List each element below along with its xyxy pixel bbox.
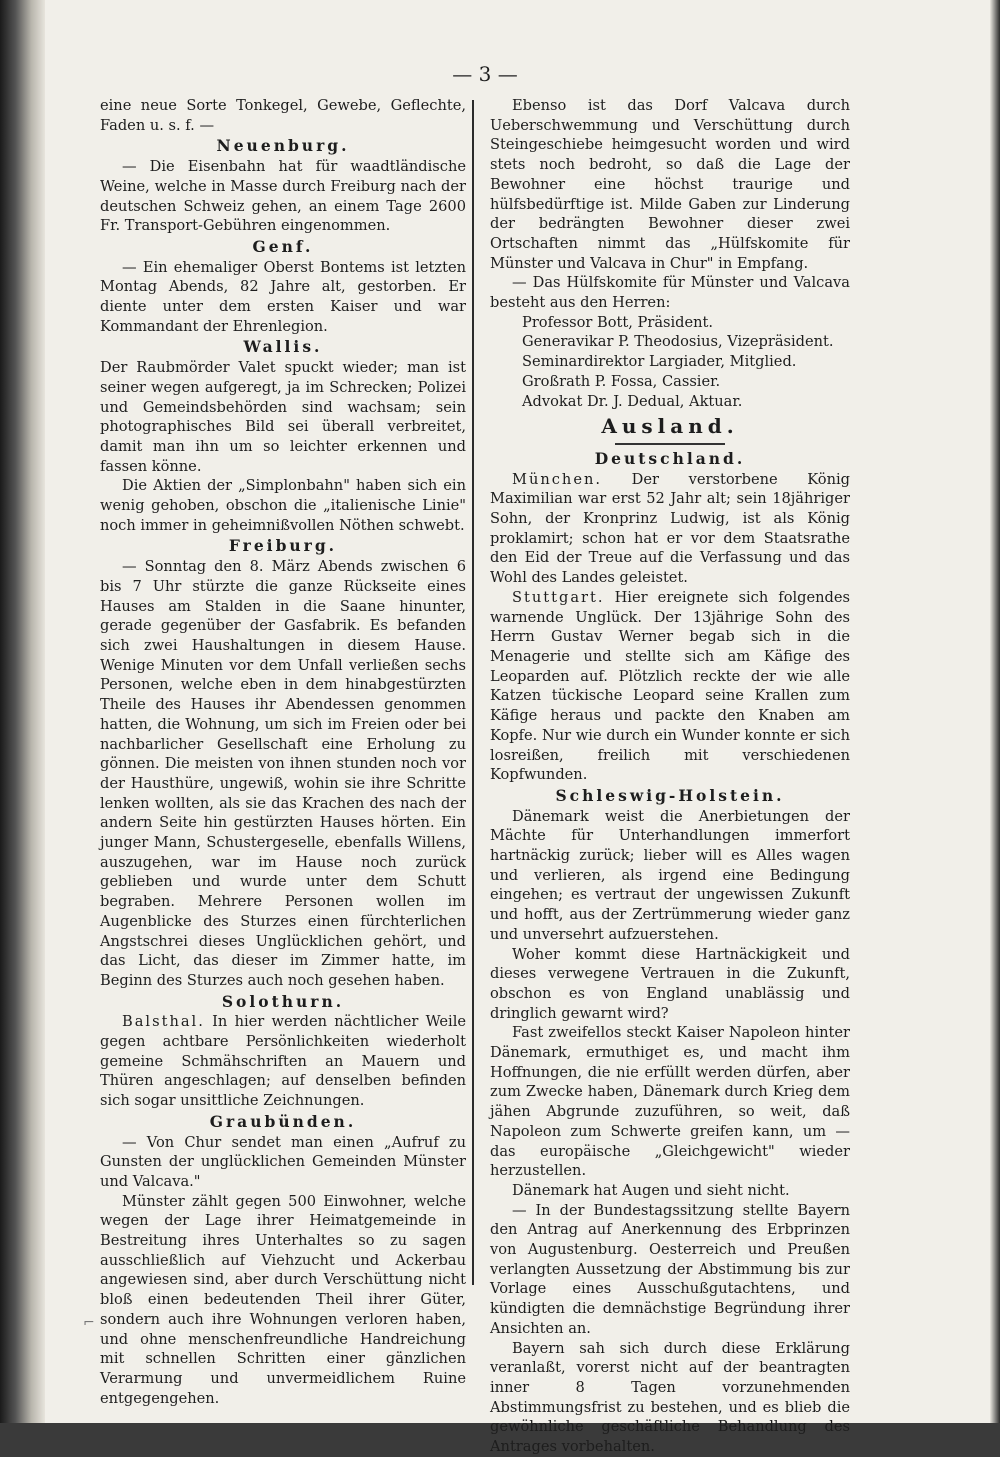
paragraph [490, 470, 850, 588]
paragraph: — Von Chur sendet man einen „Aufruf zu Gunsten der unglücklichen Gemeinden Münster und Valcava." [100, 1133, 466, 1190]
section-heading-freiburg: Freiburg. [228, 536, 338, 556]
book-binding-shadow [0, 0, 45, 1423]
section-heading-neuenburg: Neuenburg. [216, 136, 350, 156]
paragraph [100, 1012, 466, 1111]
paragraph: Die Aktien der „Simplonbahn" haben sich ein wenig gehoben, obschon die „italienische Linie" noch immer in geheimnißvollen Nöthen schwebt. [100, 477, 466, 534]
paragraph [490, 588, 850, 785]
section-heading-graubuenden: Graubünden. [209, 1111, 357, 1131]
paragraph: — Das Hülfskomite für Münster und Valcava besteht aus den Herren: [490, 274, 850, 312]
list-item: Advokat Dr. J. Dedual, Aktuar. [522, 392, 743, 410]
list-item: Seminardirektor Largiader, Mitglied. [522, 353, 797, 371]
paragraph: Fast zweifellos steckt Kaiser Napoleon hinter Dänemark, ermuthiget es, und macht ihm Hoffnungen, die nie erfüllt werden dürfen, aber zum Zwecke haben, Dänemark durch Krieg dem jähen Abgrunde zuzuführen, so weit, daß Napoleon zum Schwerte greifen kann, um — das europäische „Gleichgewicht" wieder herzustellen. [490, 1024, 850, 1180]
place-name: Stuttgart. [512, 588, 605, 606]
paragraph: — In der Bundestagssitzung stellte Bayern den Antrag auf Anerkennung des Erbprinzen von Augustenburg. Oesterreich und Preußen verlangten Aussetzung der Abstimmung bis zur Vorlage eines Ausschußgutachtens, und kündigten die demnächstige Begründung ihrer Ansichten an. [490, 1201, 850, 1337]
paragraph-text: Der verstorbene König Maximilian war erst 52 Jahr alt; sein 18jähriger Sohn, der Kronprinz Ludwig, ist als König proklamirt; schon hat er vor dem Staatsrathe den Eid der Treue auf die Verfassung und das Wohl des Landes geleistet. [490, 470, 850, 587]
paragraph: Münster zählt gegen 500 Einwohner, welche wegen der Lage ihrer Heimatgemeinde in Bestreitung ihres Unterhaltes so zu sagen ausschließlich auf Viehzucht und Ackerbau angewiesen sind, aber durch Verschüttung nicht bloß einen bedeutenden Theil ihrer Güter, sondern auch ihre Wohnungen verloren haben, und ohne menschenfreundliche Handreichung mit schnellen Schritten einer gänzlichen Verarmung und unvermeidlichem Ruine entgegengehen. [100, 1192, 466, 1407]
paragraph: Bayern sah sich durch diese Erklärung veranlaßt, vorerst nicht auf der beantragten inner 8 Tagen vorzunehmenden Abstimmungsfrist zu bestehen, und es blieb die gewöhnliche geschäftliche Behandlung des Antrages vorbehalten. [490, 1339, 850, 1456]
paragraph: Woher kommt diese Hartnäckigkeit und dieses verwegene Vertrauen in die Zukunft, obschon es von England unablässig und dringlich gewarnt wird? [490, 945, 850, 1022]
right-column [490, 96, 850, 1457]
place-name: München. [512, 470, 602, 488]
paragraph: Ebenso ist das Dorf Valcava durch Ueberschwemmung und Verschüttung durch Steingeschiebe heimgesucht worden und wird stets noch bedroht, so daß die Lage der Bewohner eine höchst traurige und hülfsbedürftige ist. Milde Gaben zur Linderung der bedrängten Bewohner dieser zwei Ortschaften nimmt das „Hülfskomite für Münster und Valcava in Chur" in Empfang. [490, 97, 850, 272]
paragraph: Der Raubmörder Valet spuckt wieder; man ist seiner wegen aufgeregt, ja im Schrecken; Polizei und Gemeindsbehörden sind wachsam; sein photographisches Bild sei überall verbreitet, damit man ihn um so leichter erkennen und fassen könne. [100, 359, 466, 475]
paragraph: — Ein ehemaliger Oberst Bontems ist letzten Montag Abends, 82 Jahre alt, gestorben. Er diente unter dem ersten Kaiser und war Kommandant der Ehrenlegion. [100, 258, 466, 335]
paragraph: — Sonntag den 8. März Abends zwischen 6 bis 7 Uhr stürzte die ganze Rückseite eines Hauses am Stalden in die Saane hinunter, gerade gegenüber der Gasfabrik. Es befanden sich zwei Haushaltungen in diesem Hause. Wenige Minuten vor dem Unfall verließen sechs Personen, welche eben in dem hinabgestürzten Theile des Hauses ihr Abendessen genommen hatten, die Wohnung, um sich im Freien oder bei nachbarlicher Gesellschaft eine Erholung zu gönnen. Die meisten von ihnen stunden noch vor der Hausthüre, ungewiß, wohin sie ihre Schritte lenken wollten, als sie das Krachen des nach der andern Seite hin gestürzten Hauses hörten. Ein junger Mann, Schustergeselle, ebenfalls Willens, auszugehen, war im Hause noch zurück geblieben und wurde unter dem Schutt begraben. Mehrere Personen wollen im Augenblicke des Sturzes einen fürchterlichen Angstschrei dieses Unglücklichen gehört, und das Licht, das dieser im Zimmer hatte, im Beginn des Sturzes auch noch gesehen haben. [100, 558, 466, 989]
printing-mark: ⌐ [83, 1315, 95, 1331]
heading-rule [615, 443, 725, 445]
paragraph: eine neue Sorte Tonkegel, Gewebe, Geflechte, Faden u. s. f. — [100, 97, 466, 134]
page-edge-shadow [990, 0, 1000, 1423]
left-column [100, 96, 466, 1408]
paragraph-text: Hier ereignete sich folgendes warnende Unglück. Der 13jährige Sohn des Herrn Gustav Werner begab sich in die Menagerie und stellte sich am Käfige des Leoparden auf. Plötzlich reckte der wie alle Katzen tückische Leopard seine Krallen zum Käfige heraus und packte den Knaben am Kopfe. Nur wie durch ein Wunder konnte er sich losreißen, freilich mit verschiedenen Kopfwunden. [490, 588, 850, 784]
list-item: Großrath P. Fossa, Cassier. [522, 372, 721, 390]
paragraph: Dänemark hat Augen und sieht nicht. [512, 1181, 790, 1199]
section-heading-wallis: Wallis. [243, 337, 323, 357]
section-heading-schleswig-holstein: Schleswig-Holstein. [555, 785, 785, 805]
page-number: — 3 — [452, 62, 518, 86]
committee-list [490, 313, 850, 412]
section-heading-ausland: Ausland. [601, 414, 739, 439]
section-heading-deutschland: Deutschland. [594, 448, 746, 468]
section-heading-genf: Genf. [252, 236, 314, 256]
paragraph: Dänemark weist die Anerbietungen der Mächte für Unterhandlungen immerfort hartnäckig zurück; lieber will es Alles wagen und verlieren, als irgend eine Bedingung eingehen; es vertraut der ungewissen Zukunft und hofft, aus der Zertrümmerung wieder ganz und unversehrt aufzuerstehen. [490, 807, 850, 943]
paragraph-text: In hier werden nächtlicher Weile gegen achtbare Persönlichkeiten wiederholt gemeine Schmähschriften an Mauern und Thüren angeschlagen; auf denselben befinden sich sogar unsittliche Zeichnungen. [100, 1013, 467, 1110]
list-item: Professor Bott, Präsident. [522, 313, 714, 331]
list-item: Generavikar P. Theodosius, Vizepräsident. [522, 333, 834, 351]
place-name: Balsthal. [122, 1013, 205, 1031]
section-heading-solothurn: Solothurn. [221, 991, 345, 1011]
paragraph: — Die Eisenbahn hat für waadtländische Weine, welche in Masse durch Freiburg nach der deutschen Schweiz gehen, an einem Tage 2600 Fr. Transport-Gebühren eingenommen. [100, 158, 466, 235]
column-divider [472, 100, 474, 1285]
